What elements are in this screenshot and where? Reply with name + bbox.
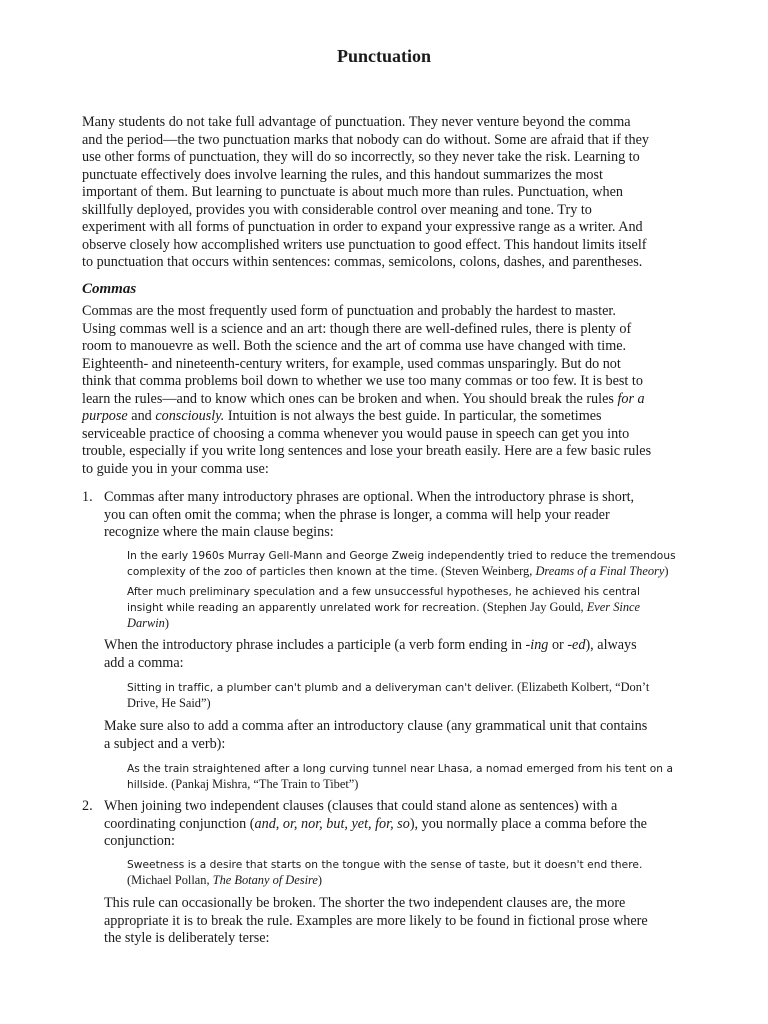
paragraph-line: This rule can occasionally be broken. The shorter the two independent clauses are, the more bbox=[104, 895, 626, 911]
example-quote bbox=[127, 548, 697, 580]
paragraph-line: the style is deliberately terse: bbox=[104, 930, 270, 946]
intro-line: and the period—the two punctuation marks that nobody can do without. Some are afraid that if they bbox=[82, 131, 649, 148]
italic-text: consciously. bbox=[155, 408, 225, 424]
quote-source: Drive, He Said”) bbox=[127, 696, 211, 710]
paragraph-line: conjunction: bbox=[104, 833, 175, 849]
quote-text: As the train straightened after a long curving tunnel near Lhasa, a nomad emerged from his tent on a bbox=[127, 763, 674, 775]
paragraph-line: recognize where the main clause begins: bbox=[104, 524, 334, 540]
quote-source-title: Dreams of a Final Theory bbox=[535, 564, 665, 578]
intro-line: important of them. But learning to punctuate is about much more than rules. Punctuation, when bbox=[82, 184, 623, 200]
page-title: Punctuation bbox=[336, 46, 432, 66]
paragraph-line: When joining two independent clauses (clauses that could stand alone as sentences) with a bbox=[104, 798, 618, 814]
italic-text: -ed bbox=[567, 637, 586, 653]
quote-source: (Pankaj Mishra, “The Train to Tibet”) bbox=[168, 777, 359, 791]
example-quote bbox=[127, 584, 697, 631]
paragraph-line: a subject and a verb): bbox=[104, 735, 226, 752]
intro-line: experiment with all forms of punctuation in order to expand your expressive range as a writer. And bbox=[82, 219, 643, 235]
italic-text: purpose bbox=[82, 408, 128, 424]
quote-line bbox=[127, 548, 697, 564]
text-span: and bbox=[127, 408, 156, 424]
quote-source: (Elizabeth Kolbert, “Don’t bbox=[513, 680, 650, 694]
paragraph-line: you can often omit the comma; when the phrase is longer, a comma will help your reader bbox=[104, 506, 610, 523]
paragraph-line bbox=[82, 391, 702, 409]
quote-line bbox=[127, 564, 697, 580]
italic-text: -ing bbox=[525, 637, 549, 653]
quote-source: ) bbox=[317, 873, 323, 887]
example-quote bbox=[127, 761, 697, 793]
quote-line bbox=[127, 600, 697, 616]
quote-source: ) bbox=[164, 616, 170, 630]
quote-line bbox=[127, 616, 697, 631]
list-number: 2. bbox=[82, 798, 93, 814]
commas-paragraph bbox=[82, 303, 702, 478]
quote-source-title: Ever Since bbox=[586, 600, 641, 614]
paragraph-line: Eighteenth- and nineteenth-century writers, for example, used commas unsparingly. But do not bbox=[82, 355, 621, 372]
quote-source: (Michael Pollan, bbox=[127, 873, 213, 887]
quote-text: Sweetness is a desire that starts on the tongue with the sense of taste, but it doesn't end there. bbox=[127, 859, 643, 871]
example-quote bbox=[127, 680, 697, 711]
quote-source-title: The Botany of Desire bbox=[212, 873, 318, 887]
text-span: ), you normally place a comma before the bbox=[409, 815, 647, 832]
paragraph-line: room to manouevre as well. Both the science and the art of comma use have changed with time. bbox=[82, 338, 627, 354]
quote-text: complexity of the zoo of particles then known at the time. bbox=[127, 566, 438, 578]
paragraph-line: Using commas well is a science and an art: though there are well-defined rules, there is plenty of bbox=[82, 320, 632, 337]
paragraph-line: serviceable practice of choosing a comma whenever you would pause in speech can get you into bbox=[82, 425, 630, 442]
quote-line bbox=[127, 777, 697, 793]
intro-line: Many students do not take full advantage of punctuation. They never venture beyond the comma bbox=[82, 114, 631, 130]
quote-line bbox=[127, 873, 697, 888]
intro-line: observe closely how accomplished writers use punctuation to good effect. This handout limits itself bbox=[82, 236, 647, 253]
quote-line bbox=[127, 857, 697, 873]
paragraph-line: Commas after many introductory phrases are optional. When the introductory phrase is short, bbox=[104, 489, 635, 505]
quote-text: Sitting in traffic, a plumber can't plumb and a deliveryman can't deliver. bbox=[127, 682, 514, 694]
paragraph-line: to guide you in your comma use: bbox=[82, 460, 269, 477]
paragraph bbox=[104, 637, 694, 672]
text-span: or bbox=[548, 637, 568, 653]
intro-line: use other forms of punctuation, they will do so incorrectly, so they never take the risk. Learning to bbox=[82, 149, 640, 165]
text-span: coordinating conjunction ( bbox=[104, 815, 255, 832]
list-item-text bbox=[104, 798, 694, 851]
intro-line: punctuate effectively does involve learning the rules, and this handout summarizes the most bbox=[82, 166, 603, 183]
paragraph-line bbox=[82, 408, 702, 426]
paragraph-line: add a comma: bbox=[104, 654, 184, 671]
section-heading-commas: Commas bbox=[82, 281, 137, 297]
quote-source-title: Darwin bbox=[127, 616, 165, 630]
intro-line: to punctuation that occurs within sentences: commas, semicolons, colons, dashes, and parentheses. bbox=[82, 254, 643, 270]
text-span: learn the rules—and to know which ones can be broken and when. You should break the rules bbox=[82, 390, 618, 407]
quote-line bbox=[127, 680, 697, 696]
text-span: When the introductory phrase includes a participle (a verb form ending in bbox=[104, 637, 526, 653]
intro-paragraph bbox=[82, 114, 682, 272]
italic-text: for a bbox=[617, 390, 645, 407]
paragraph-line bbox=[104, 816, 694, 834]
text-span: Intuition is not always the best guide. In particular, the sometimes bbox=[224, 408, 602, 424]
quote-source: ) bbox=[664, 564, 669, 578]
text-span: ), always bbox=[585, 637, 637, 653]
paragraph-line bbox=[104, 637, 694, 655]
list-item-text bbox=[104, 489, 694, 542]
quote-text: hillside. bbox=[127, 779, 169, 791]
quote-text: insight while reading an apparently unrelated work for recreation. bbox=[127, 602, 480, 614]
quote-line bbox=[127, 696, 697, 711]
paragraph-line: Make sure also to add a comma after an introductory clause (any grammatical unit that contains bbox=[104, 718, 648, 734]
intro-line: skillfully deployed, provides you with considerable control over meaning and tone. Try to bbox=[82, 201, 592, 218]
quote-text: In the early 1960s Murray Gell-Mann and George Zweig independently tried to reduce the tremendous bbox=[127, 550, 676, 562]
italic-text: and, or, nor, but, yet, for, so bbox=[254, 815, 410, 832]
quote-source: (Steven Weinberg, bbox=[437, 564, 536, 578]
quote-line bbox=[127, 584, 697, 600]
example-quote bbox=[127, 857, 697, 888]
paragraph-line: think that comma problems boil down to whether we use too many commas or too few. It is best to bbox=[82, 373, 643, 389]
quote-source: (Stephen Jay Gould, bbox=[479, 600, 587, 614]
quote-text: After much preliminary speculation and a few unsuccessful hypotheses, he achieved his central bbox=[127, 586, 640, 598]
paragraph bbox=[104, 718, 694, 753]
list-number: 1. bbox=[82, 489, 93, 505]
paragraph-line: appropriate it is to break the rule. Examples are more likely to be found in fictional prose where bbox=[104, 912, 648, 929]
quote-line bbox=[127, 761, 697, 777]
paragraph bbox=[104, 895, 694, 948]
paragraph-line: trouble, especially if you write long sentences and lose your breath easily. Here are a few basic rules bbox=[82, 443, 652, 459]
paragraph-line: Commas are the most frequently used form of punctuation and probably the hardest to master. bbox=[82, 303, 616, 319]
